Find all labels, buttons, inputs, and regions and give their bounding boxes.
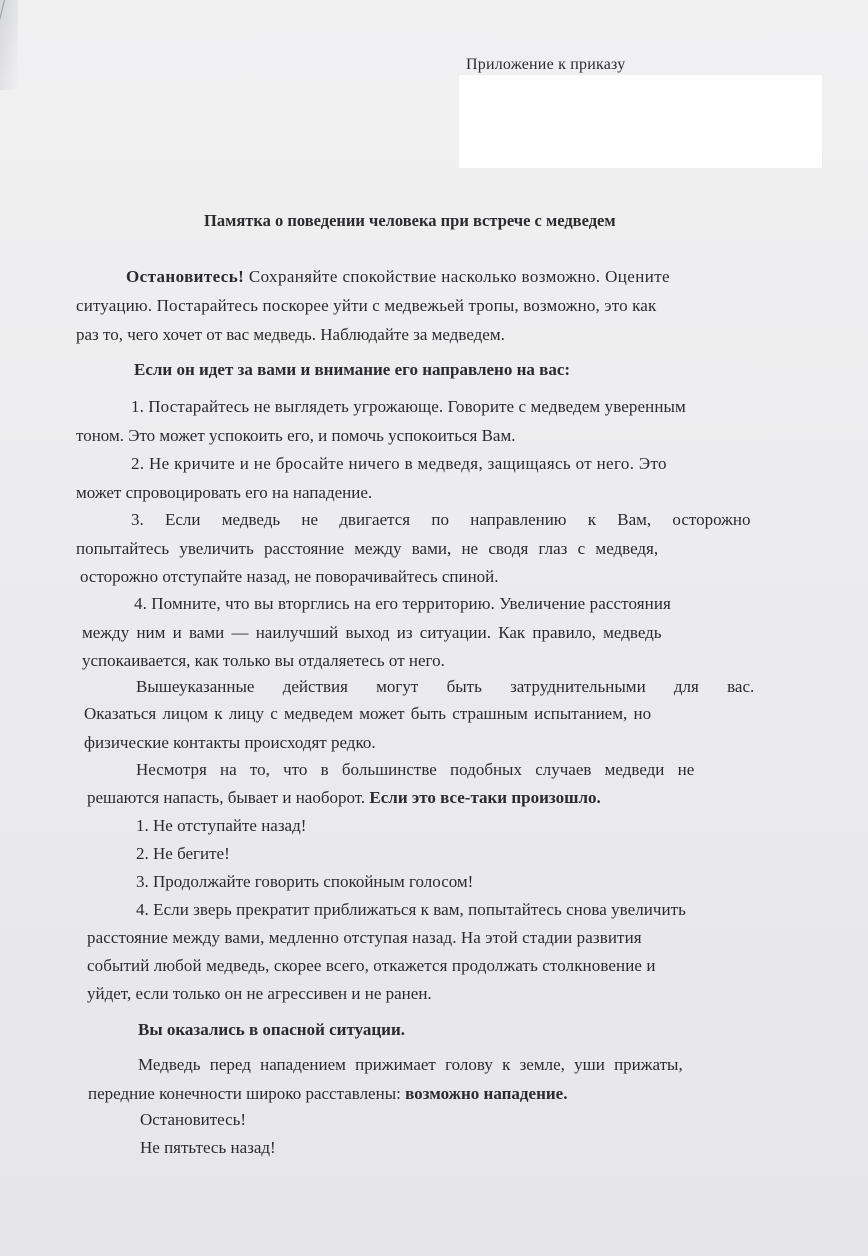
appendix-label: Приложение к приказу <box>466 56 626 73</box>
s2-item3: 3. Продолжайте говорить спокойным голосом! <box>136 872 474 891</box>
redacted-block <box>459 75 822 168</box>
s1-item2-line2: может спровоцировать его на нападение. <box>76 483 373 502</box>
para-attack-line2 <box>87 787 601 809</box>
s1-item2-line1: 2. Не кричите и не бросайте ничего в медведя, защищаясь от него. Это <box>131 454 667 473</box>
s2-item4-line4: уйдет, если только он не агрессивен и не ранен. <box>87 984 432 1003</box>
document-title: Памятка о поведении человека при встрече с медведем <box>204 211 616 230</box>
s2-item1: 1. Не отступайте назад! <box>136 816 307 835</box>
s1-item4-line2: между ним и вами — наилучший выход из ситуации. Как правило, медведь <box>82 623 662 642</box>
para-difficult-line1: Вышеуказанные действия могут быть затруднительными для вас. <box>136 677 755 696</box>
s2-item4-line1: 4. Если зверь прекратит приближаться к вам, попытайтесь снова увеличить <box>136 900 686 919</box>
s1-item1-line1: 1. Постарайтесь не выглядеть угрожающе. Говорите с медведем уверенным <box>131 397 686 416</box>
s3-line3: Остановитесь! <box>140 1110 247 1129</box>
s3-line2-plain: передние конечности широко расставлены: <box>88 1084 406 1103</box>
s2-item4-line2: расстояние между вами, медленно отступая назад. На этой стадии развития <box>87 928 642 947</box>
section3-heading: Вы оказались в опасной ситуации. <box>138 1020 405 1039</box>
s3-line1: Медведь перед нападением прижимает голову к земле, уши прижаты, <box>138 1055 683 1074</box>
s1-item3-line1: 3. Если медведь не двигается по направлению к Вам, осторожно <box>131 510 751 529</box>
s1-item1-line2: тоном. Это может успокоить его, и помочь успокоиться Вам. <box>76 426 516 445</box>
s2-item2: 2. Не бегите! <box>136 844 230 863</box>
s1-item3-line2: попытайтесь увеличить расстояние между вами, не сводя глаз с медведя, <box>76 539 659 558</box>
s2-item4-line3: событий любой медведь, скорее всего, откажется продолжать столкновение и <box>87 956 656 975</box>
s1-item4-line1: 4. Помните, что вы вторглись на его территорию. Увеличение расстояния <box>134 594 671 613</box>
intro-line-1 <box>126 266 670 288</box>
s3-line4: Не пятьтесь назад! <box>140 1138 276 1157</box>
para-difficult-line3: физические контакты происходят редко. <box>84 733 376 752</box>
intro-bold-lead: Остановитесь! <box>126 267 245 286</box>
s1-item3-line3: осторожно отступайте назад, не поворачивайтесь спиной. <box>80 567 499 586</box>
s3-line2 <box>88 1083 567 1105</box>
intro-line-1-rest: Сохраняйте спокойствие насколько возможно. Оцените <box>244 267 670 286</box>
para-attack-line1: Несмотря на то, что в большинстве подобных случаев медведи не <box>136 760 695 779</box>
para-attack-line2-bold: Если это все-таки произошло. <box>369 788 601 807</box>
para-attack-line2-plain: решаются напасть, бывает и наоборот. <box>87 788 370 807</box>
intro-line-3: раз то, чего хочет от вас медведь. Наблюдайте за медведем. <box>76 325 505 344</box>
section1-heading: Если он идет за вами и внимание его направлено на вас: <box>134 360 571 379</box>
para-difficult-line2: Оказаться лицом к лицу с медведем может быть страшным испытанием, но <box>84 704 652 723</box>
s1-item4-line3: успокаивается, как только вы отдаляетесь от него. <box>82 651 445 670</box>
s3-line2-bold: возможно нападение. <box>405 1084 568 1103</box>
page-fold-shadow <box>0 0 18 90</box>
intro-line-2: ситуацию. Постарайтесь поскорее уйти с медвежьей тропы, возможно, это как <box>76 296 657 315</box>
